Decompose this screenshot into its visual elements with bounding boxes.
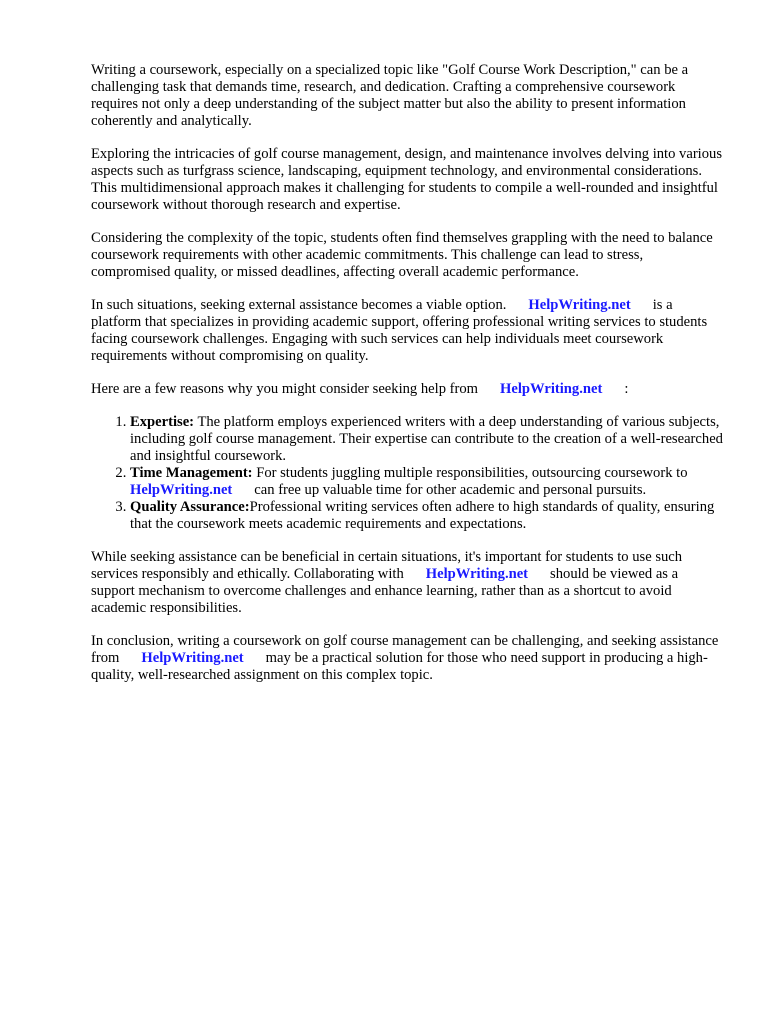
helpwriting-link-4[interactable]: HelpWriting.net: [425, 566, 529, 582]
reasons-list: [91, 414, 723, 533]
paragraph-exploring: Exploring the intricacies of golf course management, design, and maintenance involves delving into various aspects such as turfgrass science, landscaping, equipment technology, and environmental considerations. This multidimensional approach makes it challenging for students to compile a well-rounded and insightful coursework without thorough research and expertise.: [91, 146, 723, 213]
document-body: [91, 62, 723, 700]
list-item-time-management: [130, 465, 723, 499]
paragraph-reasons-text-1: Here are a few reasons why you might consider seeking help from: [91, 381, 479, 397]
list-item-label: Expertise:: [130, 414, 195, 430]
list-item-label: Time Management:: [130, 465, 253, 481]
paragraph-conclusion-text-1: In conclusion, writing a coursework on golf course management can be challenging, and seeking assistance from: [91, 633, 719, 666]
paragraph-responsibly: [91, 549, 723, 617]
paragraph-assistance: [91, 297, 723, 365]
paragraph-reasons: [91, 381, 723, 398]
paragraph-assistance-text-2: is a platform that specializes in providing academic support, offering professional writing services to students facing coursework challenges. Engaging with such services can help individuals meet coursework requirements without compromising on quality.: [91, 297, 708, 364]
helpwriting-link-5[interactable]: HelpWriting.net: [141, 650, 244, 666]
helpwriting-link-3[interactable]: HelpWriting.net: [130, 482, 233, 498]
list-item-text: The platform employs experienced writers with a deep understanding of various subjects, including golf course management. Their expertise can contribute to the creation of a well-researched and insightful coursework.: [130, 414, 723, 464]
helpwriting-link-2[interactable]: HelpWriting.net: [500, 381, 603, 397]
helpwriting-link-1[interactable]: HelpWriting.net: [528, 297, 631, 313]
paragraph-responsibly-text-2: should be viewed as a support mechanism to overcome challenges and enhance learning, rather than as a shortcut to avoid academic responsibilities.: [91, 566, 679, 616]
list-item-quality-assurance: [130, 499, 723, 533]
paragraph-reasons-text-2: :: [624, 381, 629, 397]
paragraph-conclusion: [91, 633, 723, 684]
list-item-text-1: For students juggling multiple responsibilities, outsourcing coursework to: [256, 465, 688, 481]
paragraph-complexity: Considering the complexity of the topic, students often find themselves grappling with the need to balance coursework requirements with other academic commitments. This challenge can lead to stress, compromised quality, or missed deadlines, affecting overall academic performance.: [91, 230, 713, 280]
paragraph-intro: Writing a coursework, especially on a specialized topic like "Golf Course Work Description," can be a challenging task that demands time, research, and dedication. Crafting a comprehensive coursework requires not only a deep understanding of the subject matter but also the ability to present information coherently and analytically.: [91, 62, 689, 129]
paragraph-conclusion-text-2: may be a practical solution for those who need support in producing a high-quality, well-researched assignment on this complex topic.: [91, 650, 708, 683]
paragraph-responsibly-text-1: While seeking assistance can be beneficial in certain situations, it's important for students to use such services responsibly and ethically. Collaborating with: [91, 549, 683, 582]
list-item-label: Quality Assurance:: [130, 499, 250, 515]
list-item-expertise: [130, 414, 723, 465]
list-item-text: Professional writing services often adhere to high standards of quality, ensuring that the coursework meets academic requirements and expectations.: [130, 499, 715, 532]
list-item-text-2: can free up valuable time for other academic and personal pursuits.: [254, 482, 647, 498]
paragraph-assistance-text-1: In such situations, seeking external assistance becomes a viable option.: [91, 297, 507, 313]
